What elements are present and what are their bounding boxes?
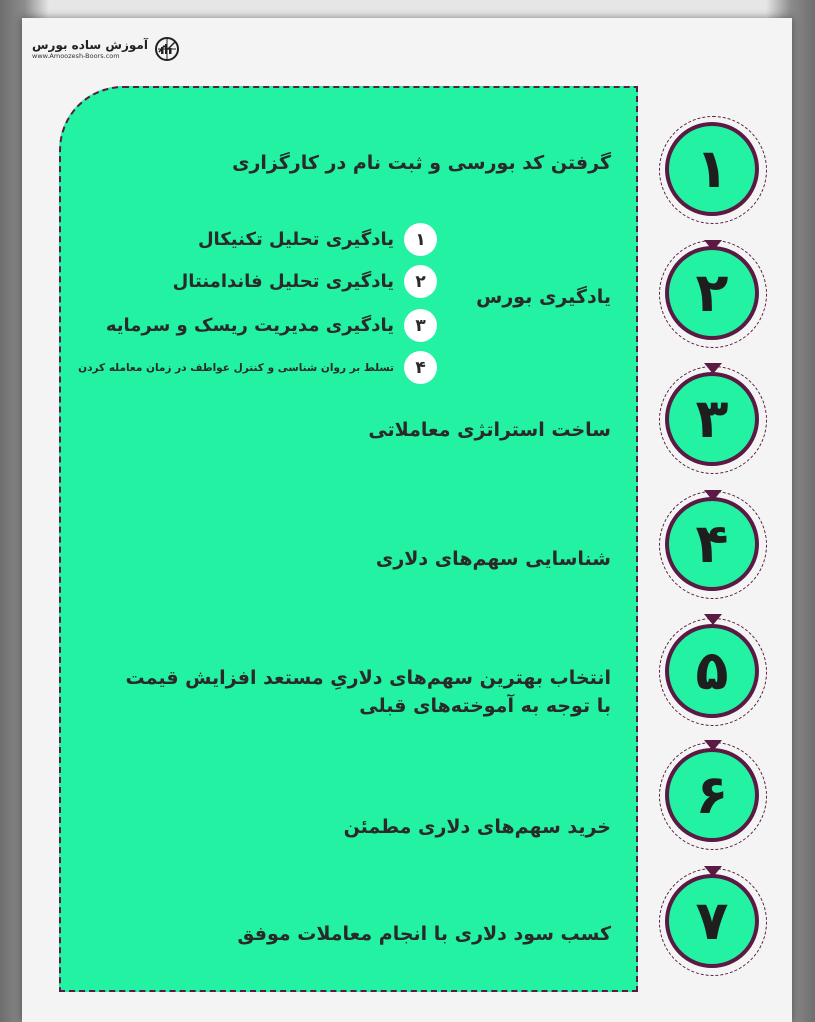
step-4-text: شناسایی سهم‌های دلاری [375,548,611,570]
sub-item-4 [78,351,437,384]
step-3-text: ساخت استراتژی معاملاتی [368,419,611,441]
logo-url: www.Amoozesh-Boors.com [32,52,120,60]
step-7-circle [659,868,767,976]
step-2-number: ۲ [665,246,759,340]
sub-item-number: ۱ [404,223,437,256]
step-6-text: خرید سهم‌های دلاری مطمئن [343,816,611,838]
step-4-number: ۴ [665,497,759,591]
step-2-text: یادگیری بورس [476,286,611,308]
step-7-number: ۷ [665,874,759,968]
step-1-number: ۱ [665,122,759,216]
step-5-number: ۵ [665,624,759,718]
sub-item-number: ۲ [404,265,437,298]
steps-panel [59,86,638,992]
globe-chart-icon [154,36,180,62]
step-6-circle [659,742,767,850]
sub-item-number: ۴ [404,351,437,384]
step-7-text: کسب سود دلاری با انجام معاملات موفق [237,923,611,945]
step-1-circle [659,116,767,224]
sub-item-label: تسلط بر روان شناسی و کنترل عواطف در زمان معامله کردن [78,361,394,374]
logo-text [32,38,148,60]
step-5-text-line2: با توجه به آموخته‌های قبلی [359,695,611,717]
step-3-number: ۳ [665,372,759,466]
step-3-circle [659,366,767,474]
sub-item-number: ۳ [404,309,437,342]
sub-item-1 [198,223,437,256]
sub-item-label: یادگیری مدیریت ریسک و سرمایه [105,315,394,336]
sub-item-label: یادگیری تحلیل فاندامنتال [172,271,394,292]
step-1-text: گرفتن کد بورسی و ثبت نام در کارگزاری [232,152,611,174]
sub-item-3 [106,309,437,342]
step-5-text-line1: انتخاب بهترین سهم‌های دلاریِ مستعد افزایش قیمت [125,667,611,689]
step-4-circle [659,491,767,599]
sub-item-label: یادگیری تحلیل تکنیکال [197,229,394,250]
logo [32,36,180,62]
sub-item-2 [173,265,437,298]
step-5-circle [659,618,767,726]
step-2-circle [659,240,767,348]
logo-title: آموزش ساده بورس [32,38,148,52]
step-6-number: ۶ [665,748,759,842]
